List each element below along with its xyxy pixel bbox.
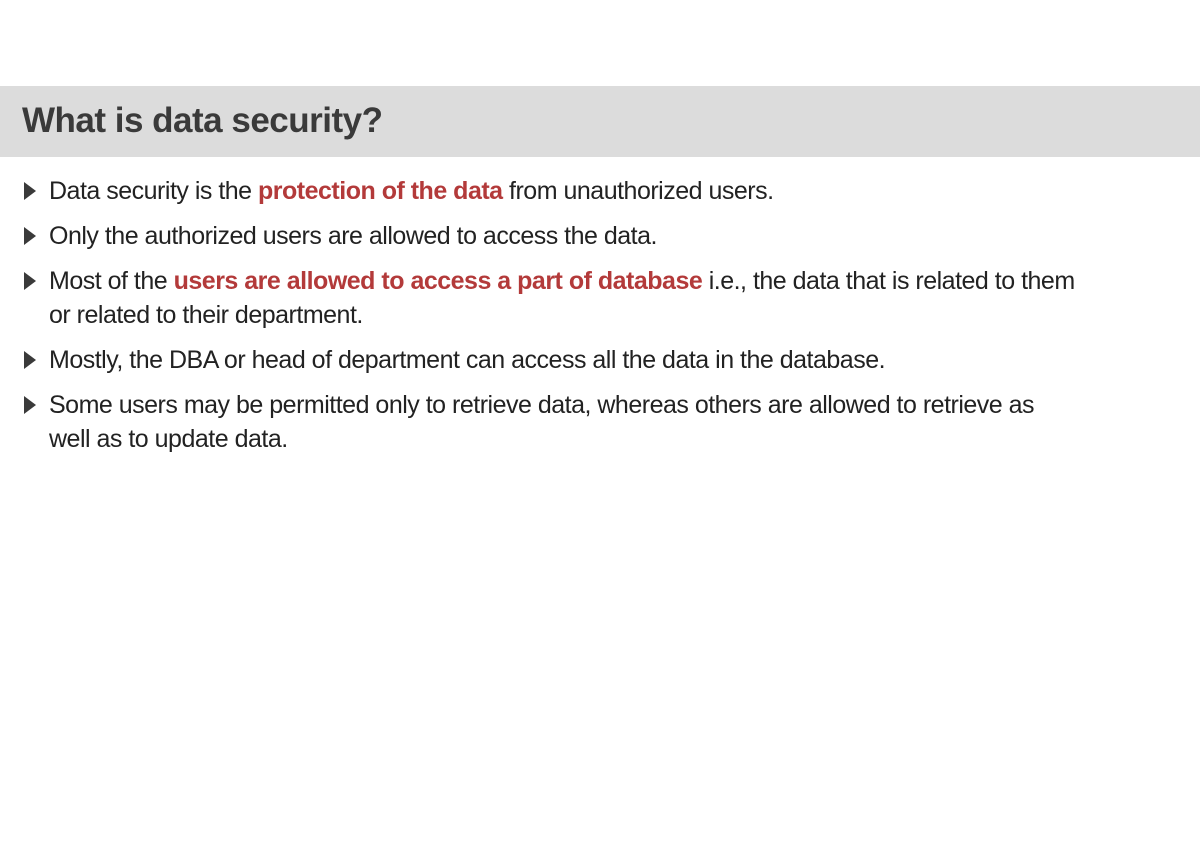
bullet-highlight: users are allowed to access a part of database	[173, 267, 703, 295]
bullet-highlight: protection of the data	[258, 177, 503, 205]
slide-title: What is data security?	[22, 101, 383, 140]
bullet-line-continued: well as to update data.	[49, 425, 288, 453]
bullet-text	[49, 388, 1182, 456]
title-band	[0, 86, 1200, 157]
bullet-line-continued: or related to their department.	[49, 301, 363, 329]
bullet-text-post: from unauthorized users.	[502, 177, 774, 205]
bullet-text-pre: Most of the	[49, 267, 174, 295]
bullet-line: Mostly, the DBA or head of department can access all the data in the database.	[49, 346, 886, 374]
bullet-item	[22, 388, 1182, 456]
triangle-right-icon	[24, 351, 36, 369]
bullet-item	[22, 219, 1182, 253]
bullet-item	[22, 343, 1182, 377]
bullet-line	[49, 174, 1182, 208]
bullet-text	[49, 264, 1182, 332]
bullet-line	[49, 264, 1182, 298]
triangle-right-icon	[24, 396, 36, 414]
bullet-item	[22, 264, 1182, 332]
bullet-line: Only the authorized users are allowed to access the data.	[49, 222, 657, 250]
bullet-text-pre: Data security is the	[49, 177, 259, 205]
bullet-list	[22, 174, 1182, 467]
triangle-right-icon	[24, 227, 36, 245]
bullet-item	[22, 174, 1182, 208]
triangle-right-icon	[24, 182, 36, 200]
bullet-text-post: i.e., the data that is related to them	[702, 267, 1075, 295]
bullet-text	[49, 219, 1182, 253]
bullet-line: Some users may be permitted only to retrieve data, whereas others are allowed to retrieve as	[49, 391, 1035, 419]
triangle-right-icon	[24, 272, 36, 290]
bullet-text	[49, 343, 1182, 377]
bullet-text	[49, 174, 1182, 208]
